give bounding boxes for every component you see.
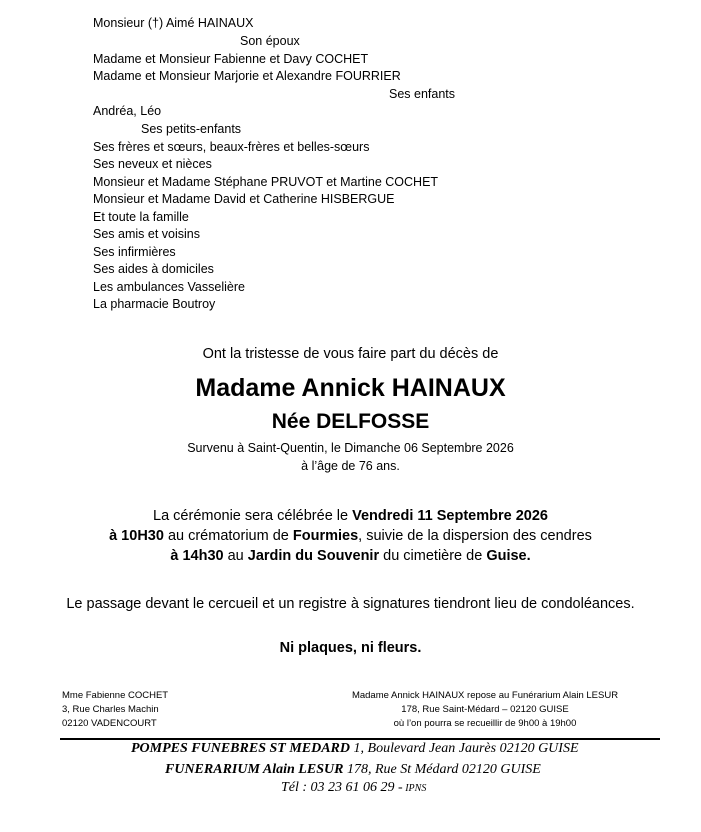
funeral-home-address: 1, Boulevard Jean Jaurès 02120 GUISE — [350, 741, 579, 756]
deceased-name: Madame Annick HAINAUX — [195, 374, 506, 402]
funeral-home-line — [131, 741, 579, 757]
family-line: La pharmacie Boutroy — [93, 297, 216, 311]
death-age: à l’âge de 76 ans. — [301, 459, 400, 473]
rest-place: Madame Annick HAINAUX repose au Funérarium Alain LESUR — [351, 690, 619, 701]
ceremony-town: Fourmies — [292, 528, 359, 544]
visiting-hours: où l’on pourra se recueillir de 9h00 à 19h00 — [393, 718, 577, 729]
family-line: Ses neveux et nièces — [93, 157, 212, 171]
ceremony-text: , suivie de la dispersion des cendres — [358, 528, 592, 544]
family-role: Ses petits-enfants — [141, 122, 242, 136]
announce-intro: Ont la tristesse de vous faire part du décès de — [202, 346, 499, 362]
family-line: Les ambulances Vasselière — [93, 280, 245, 294]
family-line: Et toute la famille — [93, 210, 189, 224]
family-line: Monsieur et Madame Stéphane PRUVOT et Martine COCHET — [93, 175, 439, 189]
ceremony-text: La cérémonie sera célébrée le — [153, 508, 353, 524]
death-place-date: Survenu à Saint-Quentin, le Dimanche 06 Septembre 2026 — [187, 441, 514, 455]
family-line: Andréa, Léo — [93, 104, 162, 118]
family-line: Madame et Monsieur Marjorie et Alexandre FOURRIER — [93, 69, 401, 83]
contact-name: Mme Fabienne COCHET — [62, 690, 169, 701]
family-line: Monsieur et Madame David et Catherine HISBERGUE — [93, 192, 395, 206]
cemetery-town: Guise. — [486, 548, 531, 564]
rest-address: 178, Rue Saint-Médard – 02120 GUISE — [401, 704, 569, 715]
footer-divider — [60, 738, 660, 740]
phone-number: Tél : 03 23 61 06 29 - — [281, 780, 403, 795]
ceremony-text: du cimetière de — [379, 548, 487, 564]
maiden-name: Née DELFOSSE — [271, 410, 430, 433]
family-line: Ses frères et sœurs, beaux-frères et belles-sœurs — [93, 140, 370, 154]
family-line: Ses infirmières — [93, 245, 176, 259]
contact-street: 3, Rue Charles Machin — [62, 704, 159, 715]
funeral-home-name: POMPES FUNEBRES ST MEDARD — [131, 741, 351, 756]
ceremony-line-1 — [0, 508, 701, 524]
funerarium-line — [165, 762, 541, 778]
ceremony-date: Vendredi 11 Septembre 2026 — [352, 508, 548, 524]
ceremony-text: au — [223, 548, 248, 564]
ceremony-time: à 10H30 — [109, 528, 164, 544]
family-role: Son époux — [240, 34, 300, 48]
funerarium-address: 178, Rue St Médard 02120 GUISE — [343, 762, 541, 777]
ipns-mark: IPNS — [402, 783, 427, 794]
ceremony-text: au crématorium de — [163, 528, 293, 544]
dispersion-time: à 14h30 — [170, 548, 224, 564]
ceremony-line-3 — [0, 548, 701, 564]
contact-city: 02120 VADENCOURT — [62, 718, 157, 729]
condolences-note: Le passage devant le cercueil et un registre à signatures tiendront lieu de condoléances. — [66, 596, 635, 612]
family-line: Ses amis et voisins — [93, 227, 200, 241]
garden-of-remembrance: Jardin du Souvenir — [247, 548, 380, 564]
funerarium-name: FUNERARIUM Alain LESUR — [165, 762, 344, 777]
phone-line — [281, 780, 426, 796]
family-line: Monsieur (†) Aimé HAINAUX — [93, 16, 254, 30]
ceremony-line-2 — [0, 528, 701, 544]
family-line: Ses aides à domiciles — [93, 262, 214, 276]
no-flowers-note: Ni plaques, ni fleurs. — [279, 640, 422, 656]
family-role: Ses enfants — [389, 87, 456, 101]
family-line: Madame et Monsieur Fabienne et Davy COCHET — [93, 52, 369, 66]
